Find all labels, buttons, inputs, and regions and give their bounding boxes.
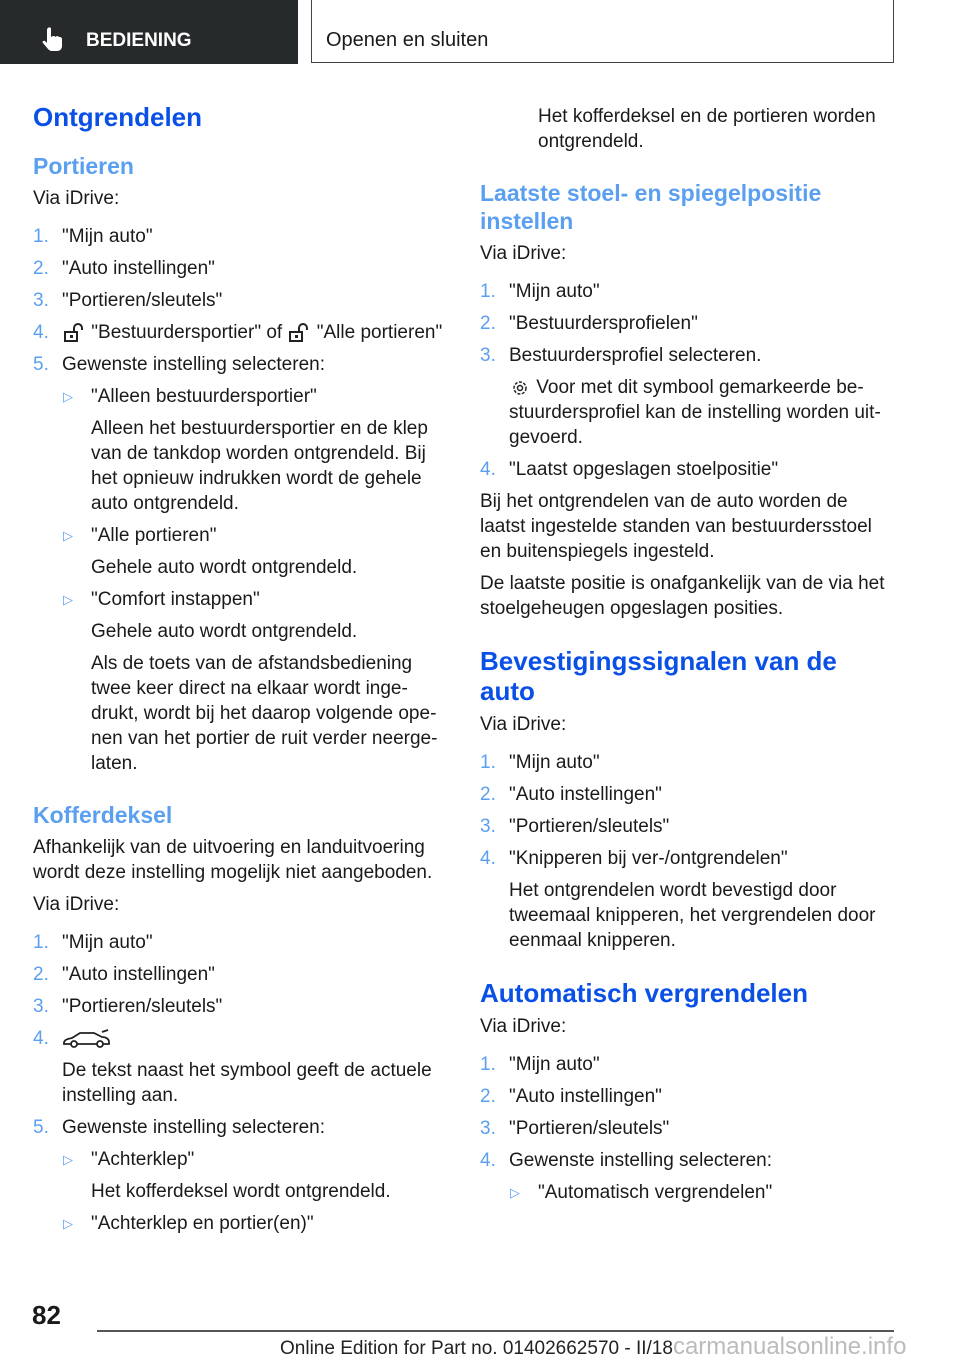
triangle-bullet-icon: ▷ <box>510 1185 520 1200</box>
chapter-tab <box>311 0 894 63</box>
section-tab <box>0 0 298 64</box>
triangle-bullet-icon: ▷ <box>63 528 73 543</box>
list-item: 5. Gewenste instelling selecteren: <box>33 1117 325 1138</box>
list-item: 2. "Auto instellingen" <box>480 1086 662 1107</box>
option-item: ▷ "Alleen bestuurdersportier" <box>63 386 317 407</box>
left-column <box>33 102 443 1243</box>
footer-divider <box>97 1330 894 1332</box>
option-item: ▷ "Comfort instappen" <box>63 589 260 610</box>
via-idrive: Via iDrive: <box>33 188 120 209</box>
gear-icon <box>509 377 531 398</box>
option-desc: Alleen het bestuurdersportier en de klep van de tankdop worden ontgrendeld. Bij het opnieuw indrukken wordt de gehele auto ontgrendeld. <box>91 418 428 514</box>
list-item: 1. "Mijn auto" <box>33 932 153 953</box>
list-item: 3. "Portieren/sleutels" <box>480 1118 670 1139</box>
paragraph: De laatste positie is onafgankelijk van de via het stoelgeheugen opgeslagen posities. <box>480 573 885 619</box>
option-desc: Gehele auto wordt ontgrendeld. <box>91 621 358 642</box>
option-item: ▷ "Alle portieren" <box>63 525 217 546</box>
continued-text: Het kofferdeksel en de portieren worden ontgrendeld. <box>538 106 876 152</box>
list-item: 2. "Auto instellingen" <box>480 784 662 805</box>
unlock-icon <box>287 322 311 343</box>
list-item: 2. "Bestuurdersprofielen" <box>480 313 698 334</box>
list-item: 2. "Auto instellingen" <box>33 964 215 985</box>
list-item: 4. Gewenste instelling selecteren: <box>480 1150 772 1171</box>
option-item: ▷ "Achterklep en portier(en)" <box>63 1213 314 1234</box>
list-item: 4. <box>33 1026 443 1051</box>
unlock-icon <box>62 322 86 343</box>
triangle-bullet-icon: ▷ <box>63 1216 73 1231</box>
heading-stoelpositie: Laatste stoel- en spiegelpositie instellen <box>480 180 822 234</box>
list-item: 4. "Laatst opgeslagen stoelpositie" <box>480 459 779 480</box>
section-title: BEDIENING <box>86 30 192 51</box>
list-item: 1. "Mijn auto" <box>480 281 600 302</box>
page-number: 82 <box>32 1300 61 1330</box>
hand-pointer-icon <box>40 26 64 52</box>
list-item: 3. Bestuurdersprofiel selecteren. <box>480 345 762 366</box>
via-idrive: Via iDrive: <box>480 243 567 264</box>
triangle-bullet-icon: ▷ <box>63 1152 73 1167</box>
list-item: 4. "Bestuurdersportier" of "Alle portieren" <box>33 322 443 343</box>
heading-ontgrendelen: Ontgrendelen <box>33 102 203 132</box>
list-item: 3. "Portieren/sleutels" <box>33 290 223 311</box>
watermark: carmanualsonline.info <box>672 1333 907 1360</box>
via-idrive: Via iDrive: <box>480 714 567 735</box>
option-desc: Gehele auto wordt ontgrendeld. <box>91 557 358 578</box>
triangle-bullet-icon: ▷ <box>63 592 73 607</box>
list-item: 1. "Mijn auto" <box>480 1054 600 1075</box>
option-note: Als de toets van de afstandsbediening twee keer direct na elkaar wordt ingedrukt, wordt bij het daarop volgende openen van het portier de ruit verder neergelaten. <box>91 653 438 774</box>
list-item: 2. "Auto instellingen" <box>33 258 215 279</box>
heading-kofferdeksel: Kofferdeksel <box>33 802 173 828</box>
list-item: 1. "Mijn auto" <box>33 226 153 247</box>
list-item: 5. Gewenste instelling selecteren: <box>33 354 325 375</box>
via-idrive: Via iDrive: <box>33 894 120 915</box>
chapter-title: Openen en sluiten <box>326 29 489 51</box>
paragraph: Bij het ontgrendelen van de auto worden de laatst ingestelde standen van bestuurdersstoel en buitenspiegels ingesteld. <box>480 491 872 562</box>
item-desc: Het ontgrendelen wordt bevestigd door tweemaal knipperen, het vergrendelen door eenmaal knipperen. <box>509 880 876 951</box>
intro-text: Afhankelijk van de uitvoering en landuitvoering wordt deze instelling mogelijk niet aangeboden. <box>33 837 433 883</box>
option-item: ▷ "Automatisch vergrendelen" <box>510 1182 773 1203</box>
via-idrive: Via iDrive: <box>480 1016 567 1037</box>
list-item: 3. "Portieren/sleutels" <box>480 816 670 837</box>
heading-portieren: Portieren <box>33 153 134 179</box>
option-item: ▷ "Achterklep" <box>63 1149 195 1170</box>
list-item: 3. "Portieren/sleutels" <box>33 996 223 1017</box>
triangle-bullet-icon: ▷ <box>63 389 73 404</box>
item-desc: De tekst naast het symbool geeft de actuele instelling aan. <box>62 1060 432 1106</box>
option-desc: Het kofferdeksel wordt ontgrendeld. <box>91 1181 391 1202</box>
note: Voor met dit symbool gemarkeerde bestuurdersprofiel kan de instelling worden uitgevoerd. <box>509 377 881 448</box>
footer-edition: Online Edition for Part no. 01402662570 - II/18carmanualsonline.info <box>280 1333 907 1360</box>
list-item: 4. "Knipperen bij ver-/ontgrendelen" <box>480 848 788 869</box>
heading-automatisch-vergrendelen: Automatisch vergrendelen <box>480 978 808 1008</box>
right-column <box>480 104 890 1212</box>
car-trunk-icon <box>62 1028 112 1049</box>
list-item: 1. "Mijn auto" <box>480 752 600 773</box>
heading-bevestigingssignalen: Bevestigingssignalen van de auto <box>480 646 837 706</box>
